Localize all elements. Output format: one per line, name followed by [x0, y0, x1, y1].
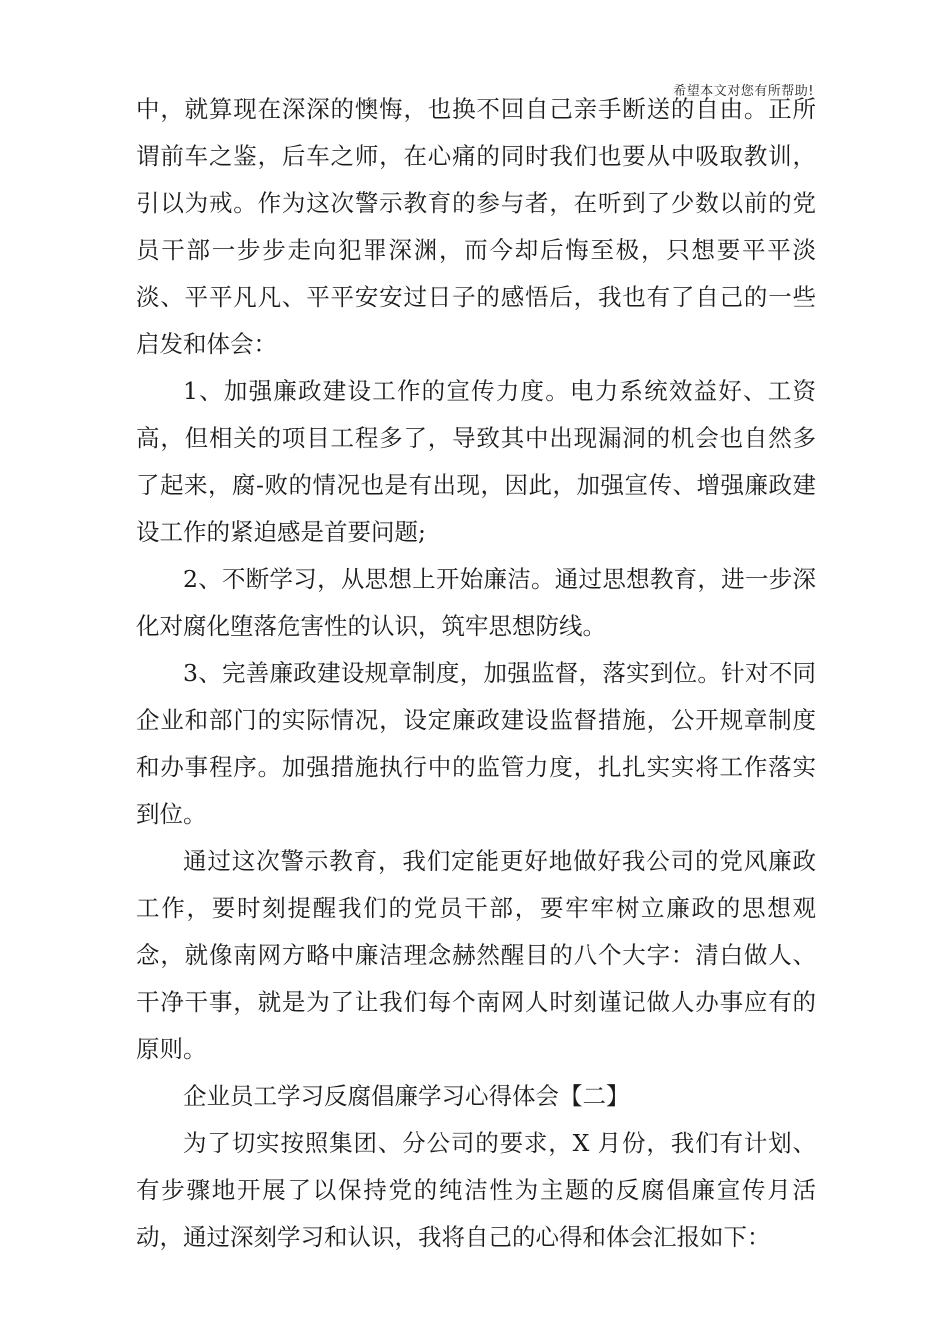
text-line: 谓前车之鉴，后车之师，在心痛的同时我们也要从中吸取教训， — [136, 142, 816, 170]
text-line: 通过深刻学习和认识，我将自己的心得和体会汇报如下： — [183, 1223, 771, 1251]
text-line: 和体会： — [183, 330, 277, 358]
text-line: 3、完善廉政建设规章制度，加强监督，落实到位。针对不同 — [183, 659, 816, 687]
text-line: 就像南网方略中廉洁理念赫然醒目的八个大字：清白做人、干净 — [136, 941, 817, 1016]
text-line: 来，腐-败的情况也是有出现，因此，加强宣传、增强廉政建设工 — [136, 471, 816, 546]
text-line: 1、加强廉政建设工作的宣传力度。电力系统效益好、工资高， — [136, 377, 816, 452]
text-line: 但相关的项目工程多了，导致其中出现漏洞的机会也自然多了起 — [136, 424, 817, 499]
paragraph — [136, 1073, 816, 1120]
text-line: 平平凡凡、平平安安过日子的感悟后，我也有了自己的一些启发 — [136, 283, 817, 358]
text-line: 通过这次警示教育，我们定能更好地做好我公司的党风廉政 — [183, 847, 816, 875]
text-line: 引以为戒。作为这次警示教育的参与者，在听到了少数以前的党 — [136, 189, 816, 217]
text-line: 中，就算现在深深的懊悔，也换不回自己亲手断送的自由。正所 — [136, 95, 816, 123]
text-line: 作的紧迫感是首要问题; — [183, 518, 426, 546]
text-line: 步骤地开展了以保持党的纯洁性为主题的反腐倡廉宣传月活动， — [136, 1176, 816, 1251]
text-line: 化对腐化堕落危害性的认识，筑牢思想防线。 — [136, 612, 606, 640]
paragraph — [136, 1120, 816, 1261]
document-body — [136, 86, 816, 1261]
paragraph — [136, 838, 816, 1073]
paragraph — [136, 86, 816, 368]
paragraph — [136, 556, 816, 650]
text-line: 干事，就是为了让我们每个南网人时刻谨记做人办事应有的原则。 — [136, 988, 817, 1063]
text-line: 到位。 — [136, 800, 207, 828]
paragraph — [136, 368, 816, 556]
paragraph — [136, 650, 816, 838]
header-note: 希望本文对您有所帮助! — [673, 84, 814, 99]
text-line: 企业和部门的实际情况，设定廉政建设监督措施，公开规章制度 — [136, 706, 816, 734]
text-line: 和办事程序。加强措施执行中的监管力度，扎扎实实将工作落实 — [136, 753, 816, 781]
text-line: 为了切实按照集团、分公司的要求，X 月份，我们有计划、有 — [136, 1129, 816, 1204]
text-line: 企业员工学习反腐倡廉学习心得体会【二】 — [183, 1082, 630, 1110]
text-line: 员干部一步步走向犯罪深渊，而今却后悔至极，只想要平平淡淡、 — [136, 236, 816, 311]
text-line: 工作，要时刻提醒我们的党员干部，要牢牢树立廉政的思想观念， — [136, 894, 816, 969]
text-line: 2、不断学习，从思想上开始廉洁。通过思想教育，进一步深 — [183, 565, 816, 593]
